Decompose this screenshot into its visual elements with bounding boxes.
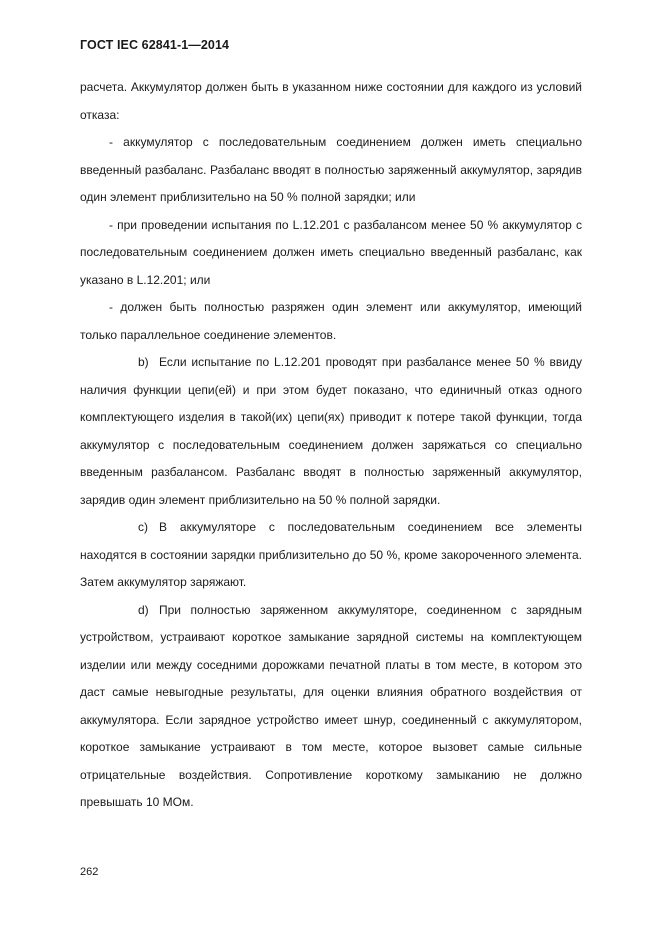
paragraph-continuation: расчета. Аккумулятор должен быть в указанном ниже состоянии для каждого из условий отказа: [80, 80, 582, 122]
paragraph-condition-2: - при проведении испытания по L.12.201 с разбалансом менее 50 % аккумулятор с последовательным соединением должен иметь специально введенный разбаланс, как указано в L.12.201; или [80, 217, 582, 287]
list-item-text: В аккумуляторе с последовательным соединением все элементы находятся в состоянии зарядки приблизительно до 50 %, кроме закороченного элемента. Затем аккумулятор заряжают. [80, 520, 582, 589]
document-body [80, 74, 582, 817]
list-item-b [80, 349, 582, 514]
list-item-label: d) [138, 602, 149, 617]
list-item-label: c) [138, 520, 148, 534]
document-header: ГОСТ IEC 62841-1—2014 [80, 38, 230, 52]
paragraph-condition-3: - должен быть полностью разряжен один элемент или аккумулятор, имеющий только параллельное соединение элементов. [80, 300, 582, 342]
list-item-text: Если испытание по L.12.201 проводят при разбалансе менее 50 % ввиду наличия функции цепи(ей) и при этом будет показано, что единичный отказ одного комплектующего изделия в такой(их) цепи(ях) приводит к потере такой функции, тогда аккумулятор с последовательным соединением должен заряжаться со специально введенным разбалансом. Разбаланс вводят в полностью заряженный аккумулятор, зарядив один элемент приблизительно на 50 % полной зарядки. [80, 355, 582, 507]
list-item-d [80, 597, 582, 817]
paragraph-condition-1: - аккумулятор с последовательным соединением должен иметь специально введенный разбаланс. Разбаланс вводят в полностью заряженный аккумулятор, зарядив один элемент приблизительно на 50 % полной зарядки; или [80, 135, 582, 204]
page-number: 262 [80, 866, 99, 878]
list-item-label: b) [138, 355, 149, 369]
list-item-text: При полностью заряженном аккумуляторе, соединенном с зарядным устройством, устраивают короткое замыкание зарядной системы на комплектующем изделии или между соседними дорожками печатной платы в том месте, в котором это даст самые невыгодные результаты, для оценки влияния обратного воздействия от аккумулятора. Если зарядное устройство имеет шнур, соединенный с аккумулятором, короткое замыкание устраивают в том месте, которое вызовет самые сильные отрицательные воздействия. Сопротивление короткому замыканию не должно превышать 10 МОм. [80, 602, 582, 809]
list-item-c [80, 514, 582, 597]
